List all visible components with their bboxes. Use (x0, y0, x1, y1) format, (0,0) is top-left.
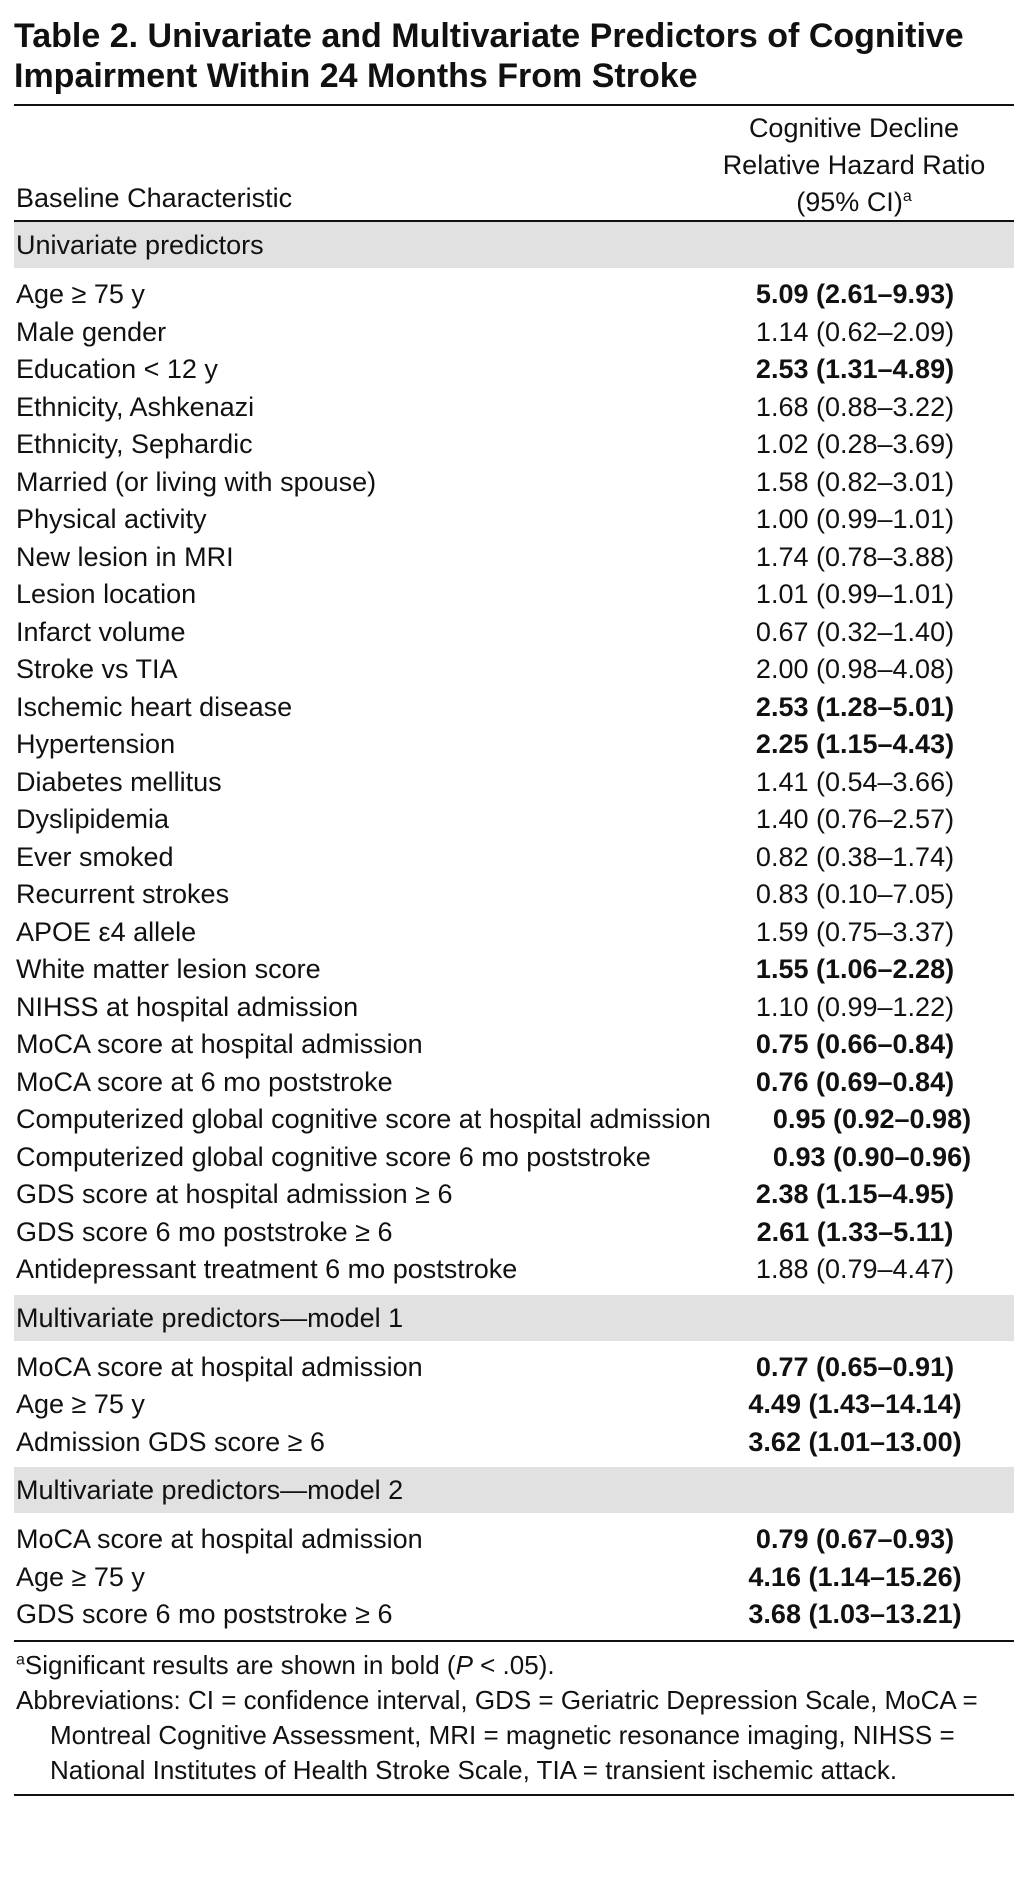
table-row (14, 1596, 1014, 1634)
header-hazard-line2: Relative Hazard Ratio (722, 150, 986, 180)
table-row (14, 951, 1014, 989)
row-hazard-ratio: 0.83 (0.10–7.05) (755, 879, 955, 909)
row-hazard-ratio: 0.93 (0.90–0.96) (772, 1141, 972, 1172)
table-row (14, 689, 1014, 727)
table-row (14, 726, 1014, 764)
row-label: APOE ε4 allele (16, 916, 197, 947)
row-label: Ever smoked (16, 841, 174, 872)
table-row (14, 1251, 1014, 1289)
table-row (14, 839, 1014, 877)
table-header (14, 106, 1014, 222)
header-hazard-ratio (704, 110, 1004, 221)
table-footnotes (14, 1642, 1014, 1794)
header-hazard-line1: Cognitive Decline (748, 113, 960, 143)
table-row (14, 464, 1014, 502)
table-row (14, 801, 1014, 839)
row-hazard-ratio: 1.41 (0.54–3.66) (755, 766, 955, 797)
table-row (14, 1064, 1014, 1102)
row-hazard-ratio: 1.01 (0.99–1.01) (755, 579, 955, 609)
row-hazard-ratio: 0.79 (0.67–0.93) (755, 1524, 955, 1554)
row-label: GDS score 6 mo poststroke ≥ 6 (16, 1599, 393, 1629)
row-hazard-ratio: 2.53 (1.28–5.01) (755, 691, 955, 722)
table-row (14, 1386, 1014, 1424)
row-hazard-ratio: 0.95 (0.92–0.98) (772, 1104, 972, 1134)
table-page (14, 0, 1014, 1796)
section-header: Multivariate predictors—model 2 (14, 1467, 1014, 1513)
footnote-significance (14, 1648, 1014, 1683)
row-label: NIHSS at hospital admission (16, 991, 359, 1022)
row-hazard-ratio: 0.75 (0.66–0.84) (755, 1029, 955, 1059)
row-hazard-ratio: 0.67 (0.32–1.40) (755, 616, 955, 647)
row-label: Ethnicity, Ashkenazi (16, 391, 255, 422)
row-label: MoCA score at 6 mo poststroke (16, 1066, 393, 1097)
table-body (14, 222, 1014, 1640)
row-label: MoCA score at hospital admission (16, 1524, 423, 1554)
row-label: Education < 12 y (16, 354, 218, 384)
section-rows (14, 1341, 1014, 1468)
section-header: Multivariate predictors—model 1 (14, 1295, 1014, 1341)
row-label: Diabetes mellitus (16, 766, 222, 797)
table-row (14, 351, 1014, 389)
bottom-rule (14, 1794, 1014, 1796)
header-ci-text: (95% CI) (796, 187, 903, 217)
table-row (14, 276, 1014, 314)
table-row (14, 539, 1014, 577)
header-footnote-marker: a (902, 188, 912, 205)
table-row (14, 1176, 1014, 1214)
table-row (14, 1026, 1014, 1064)
footnote-p-symbol: P (455, 1649, 473, 1680)
row-hazard-ratio: 1.58 (0.82–3.01) (755, 466, 955, 497)
row-label: Computerized global cognitive score 6 mo poststroke (16, 1141, 651, 1172)
row-label: Dyslipidemia (16, 804, 170, 834)
header-baseline-characteristic: Baseline Characteristic (16, 183, 293, 213)
table-row (14, 501, 1014, 539)
table-row (14, 876, 1014, 914)
row-label: Hypertension (16, 729, 176, 759)
row-label: White matter lesion score (16, 954, 321, 984)
section-rows (14, 268, 1014, 1295)
footnote-abbreviations: Abbreviations: CI = confidence interval, GDS = Geriatric Depression Scale, MoCA = Montreal Cognitive Assessment, MRI = magnetic resonance imaging, NIHSS = National Institutes of Health Stroke Scale, TIA = transient ischemic attack. (16, 1684, 978, 1785)
row-hazard-ratio: 1.00 (0.99–1.01) (755, 504, 955, 534)
table-title: Table 2. Univariate and Multivariate Predictors of Cognitive Impairment Within 24 Months From Stroke (14, 16, 1014, 106)
row-hazard-ratio: 0.76 (0.69–0.84) (755, 1066, 955, 1097)
table-row (14, 764, 1014, 802)
row-hazard-ratio: 1.02 (0.28–3.69) (755, 429, 955, 459)
row-hazard-ratio: 2.25 (1.15–4.43) (755, 729, 955, 759)
table-row (14, 1214, 1014, 1252)
row-label: Ethnicity, Sephardic (16, 429, 253, 459)
table-row (14, 614, 1014, 652)
section-rows (14, 1513, 1014, 1640)
row-hazard-ratio: 1.55 (1.06–2.28) (755, 954, 955, 984)
row-hazard-ratio: 0.82 (0.38–1.74) (755, 841, 955, 872)
footnote-sig-after: < .05). (472, 1649, 555, 1680)
row-hazard-ratio: 5.09 (2.61–9.93) (755, 279, 955, 309)
row-label: GDS score at hospital admission ≥ 6 (16, 1179, 453, 1209)
row-hazard-ratio: 4.16 (1.14–15.26) (748, 1561, 962, 1592)
row-label: GDS score 6 mo poststroke ≥ 6 (16, 1216, 393, 1247)
table-row (14, 1424, 1014, 1462)
row-hazard-ratio: 2.61 (1.33–5.11) (756, 1216, 954, 1247)
table-row (14, 1521, 1014, 1559)
table-row (14, 1559, 1014, 1597)
row-hazard-ratio: 3.62 (1.01–13.00) (748, 1426, 962, 1457)
row-hazard-ratio: 1.68 (0.88–3.22) (755, 391, 955, 422)
row-hazard-ratio: 1.40 (0.76–2.57) (755, 804, 955, 834)
row-label: New lesion in MRI (16, 541, 234, 572)
row-hazard-ratio: 0.77 (0.65–0.91) (755, 1351, 955, 1382)
table-row (14, 576, 1014, 614)
row-label: Recurrent strokes (16, 879, 230, 909)
row-hazard-ratio: 1.59 (0.75–3.37) (755, 916, 955, 947)
row-label: Admission GDS score ≥ 6 (16, 1426, 325, 1457)
table-row (14, 1139, 1014, 1177)
row-hazard-ratio: 1.10 (0.99–1.22) (755, 991, 955, 1022)
row-hazard-ratio: 2.38 (1.15–4.95) (755, 1179, 955, 1209)
row-label: Lesion location (16, 579, 197, 609)
row-label: Antidepressant treatment 6 mo poststroke (16, 1254, 518, 1284)
row-label: Married (or living with spouse) (16, 466, 377, 497)
footnote-marker: a (16, 1650, 25, 1668)
table-row (14, 389, 1014, 427)
table-row (14, 1349, 1014, 1387)
row-label: Computerized global cognitive score at hospital admission (16, 1104, 711, 1134)
row-hazard-ratio: 2.53 (1.31–4.89) (755, 354, 955, 384)
row-hazard-ratio: 1.88 (0.79–4.47) (755, 1254, 955, 1284)
row-hazard-ratio: 1.14 (0.62–2.09) (755, 316, 955, 347)
row-label: MoCA score at hospital admission (16, 1029, 423, 1059)
row-label: Ischemic heart disease (16, 691, 293, 722)
footnote-sig-before: Significant results are shown in bold ( (24, 1649, 456, 1680)
row-label: Age ≥ 75 y (16, 279, 145, 309)
row-hazard-ratio: 4.49 (1.43–14.14) (748, 1389, 962, 1419)
row-label: Age ≥ 75 y (16, 1389, 145, 1419)
row-label: Male gender (16, 316, 167, 347)
table-row (14, 426, 1014, 464)
row-label: Stroke vs TIA (16, 654, 178, 684)
table-row (14, 989, 1014, 1027)
table-row (14, 651, 1014, 689)
row-hazard-ratio: 2.00 (0.98–4.08) (755, 654, 955, 684)
row-label: MoCA score at hospital admission (16, 1351, 423, 1382)
row-hazard-ratio: 1.74 (0.78–3.88) (755, 541, 955, 572)
table-row (14, 1101, 1014, 1139)
row-label: Physical activity (16, 504, 207, 534)
row-hazard-ratio: 3.68 (1.03–13.21) (748, 1599, 962, 1629)
table-row (14, 314, 1014, 352)
table-row (14, 914, 1014, 952)
header-hazard-line3 (704, 184, 1004, 221)
row-label: Age ≥ 75 y (16, 1561, 145, 1592)
row-label: Infarct volume (16, 616, 186, 647)
section-header: Univariate predictors (14, 222, 1014, 268)
